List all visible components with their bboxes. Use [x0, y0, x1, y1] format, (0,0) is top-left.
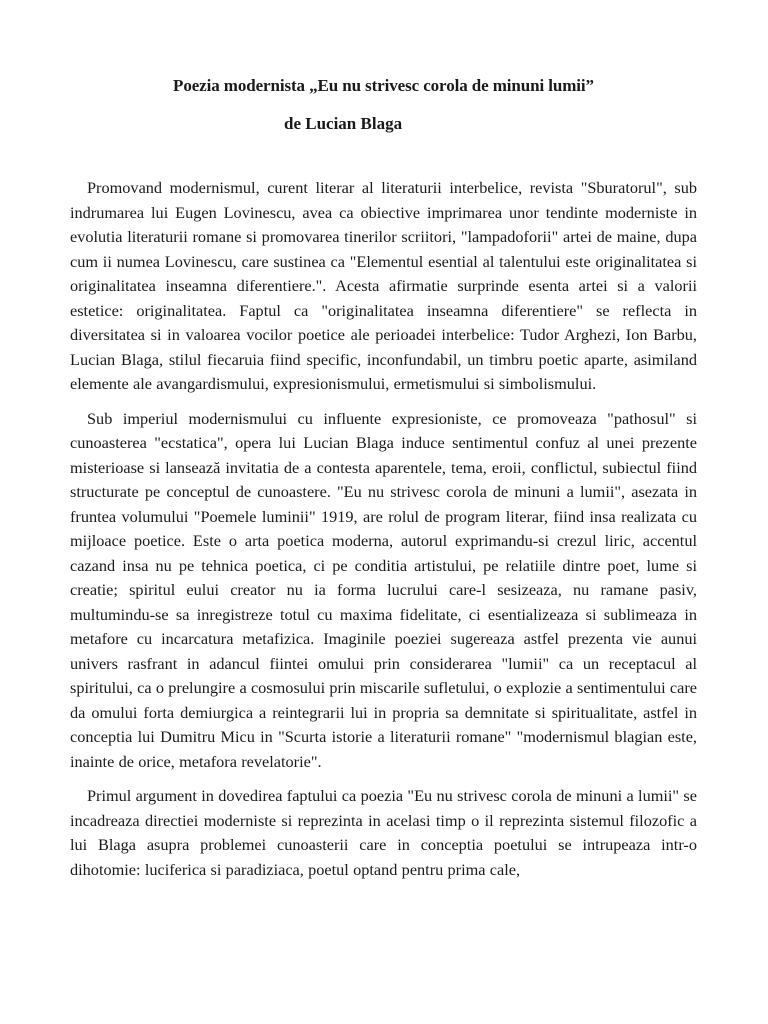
paragraph-3: Primul argument in dovedirea faptului ca poezia "Eu nu strivesc corola de minuni a lumii" se incadreaza directiei moderniste si reprezinta in acelasi timp o il reprezinta sistemul filozofic a lui Blaga asupra problemei cunoasterii care in conceptia poetului se intrupeaza intr-o dihotomie: luciferica si paradiziaca, poetul optand pentru prima cale, — [70, 786, 697, 879]
paragraph-1: Promovand modernismul, curent literar al literaturii interbelice, revista "Sburatorul", sub indrumarea lui Eugen Lovinescu, avea ca obiective imprimarea unor tendinte moderniste in evolutia literaturii romane si promovarea tinerilor scriitori, "lampadoforii" artei de maine, dupa cum ii numea Lovinescu, care sustinea ca "Elementul esential al talentului este originalitatea si originalitatea inseamna diferentiere.". Acesta afirmatie surprinde esenta artei si a valorii estetice: originalitatea. Faptul ca "originalitatea inseamna diferentiere" se reflecta in diversitatea si in valoarea vocilor poetice ale perioadei interbelice: Tudor Arghezi, Ion Barbu, Lucian Blaga, stilul fiecaruia fiind specific, inconfundabil, un timbru poetic aparte, asimiland elemente ale avangardismului, expresionismului, ermetismului si simbolismului. — [70, 178, 697, 393]
document-author-line: de Lucian Blaga — [284, 114, 403, 133]
paragraph-2: Sub imperiul modernismului cu influente expresioniste, ce promoveaza "pathosul" si cunoasterea "ecstatica", opera lui Lucian Blaga induce sentimentul confuz al unei prezente misterioase si lansează invitatia de a contesta aparentele, tema, eroii, conflictul, subiectul fiind structurate pe conceptul de cunoastere. "Eu nu strivesc corola de minuni a lumii", asezata in fruntea volumului "Poemele luminii" 1919, are rolul de program literar, fiind insa realizata cu mijloace poetice. Este o arta poetica moderna, autorul exprimandu-si crezul liric, accentul cazand insa nu pe tehnica poetica, ci pe conditia artistului, pe relatiile dintre poet, lume si creatie; spiritul eului creator nu ia forma lucrului care-l sesizeaza, nu ramane pasiv, multumindu-se sa inregistreze totul cu maxima fidelitate, ci esentializeaza si sublimeaza in metafore cu incarcatura metafizica. Imaginile poeziei sugereaza astfel prezenta vie aunui univers rasfrant in adancul fiintei omului prin considerarea "lumii" ca un receptacul al spiritului, ca o prelungire a cosmosului prin miscarile sufletului, o explozie a sentimentului care da omului forta demiurgica a reintegrarii lui in propria sa demnitate si spiritualitate, astfel in conceptia lui Dumitru Micu in "Scurta istorie a literaturii romane" "modernismul blagian este, inainte de orice, metafora revelatorie". — [70, 408, 697, 771]
document-title: Poezia modernista „Eu nu strivesc corola de minuni lumii” — [173, 76, 594, 95]
